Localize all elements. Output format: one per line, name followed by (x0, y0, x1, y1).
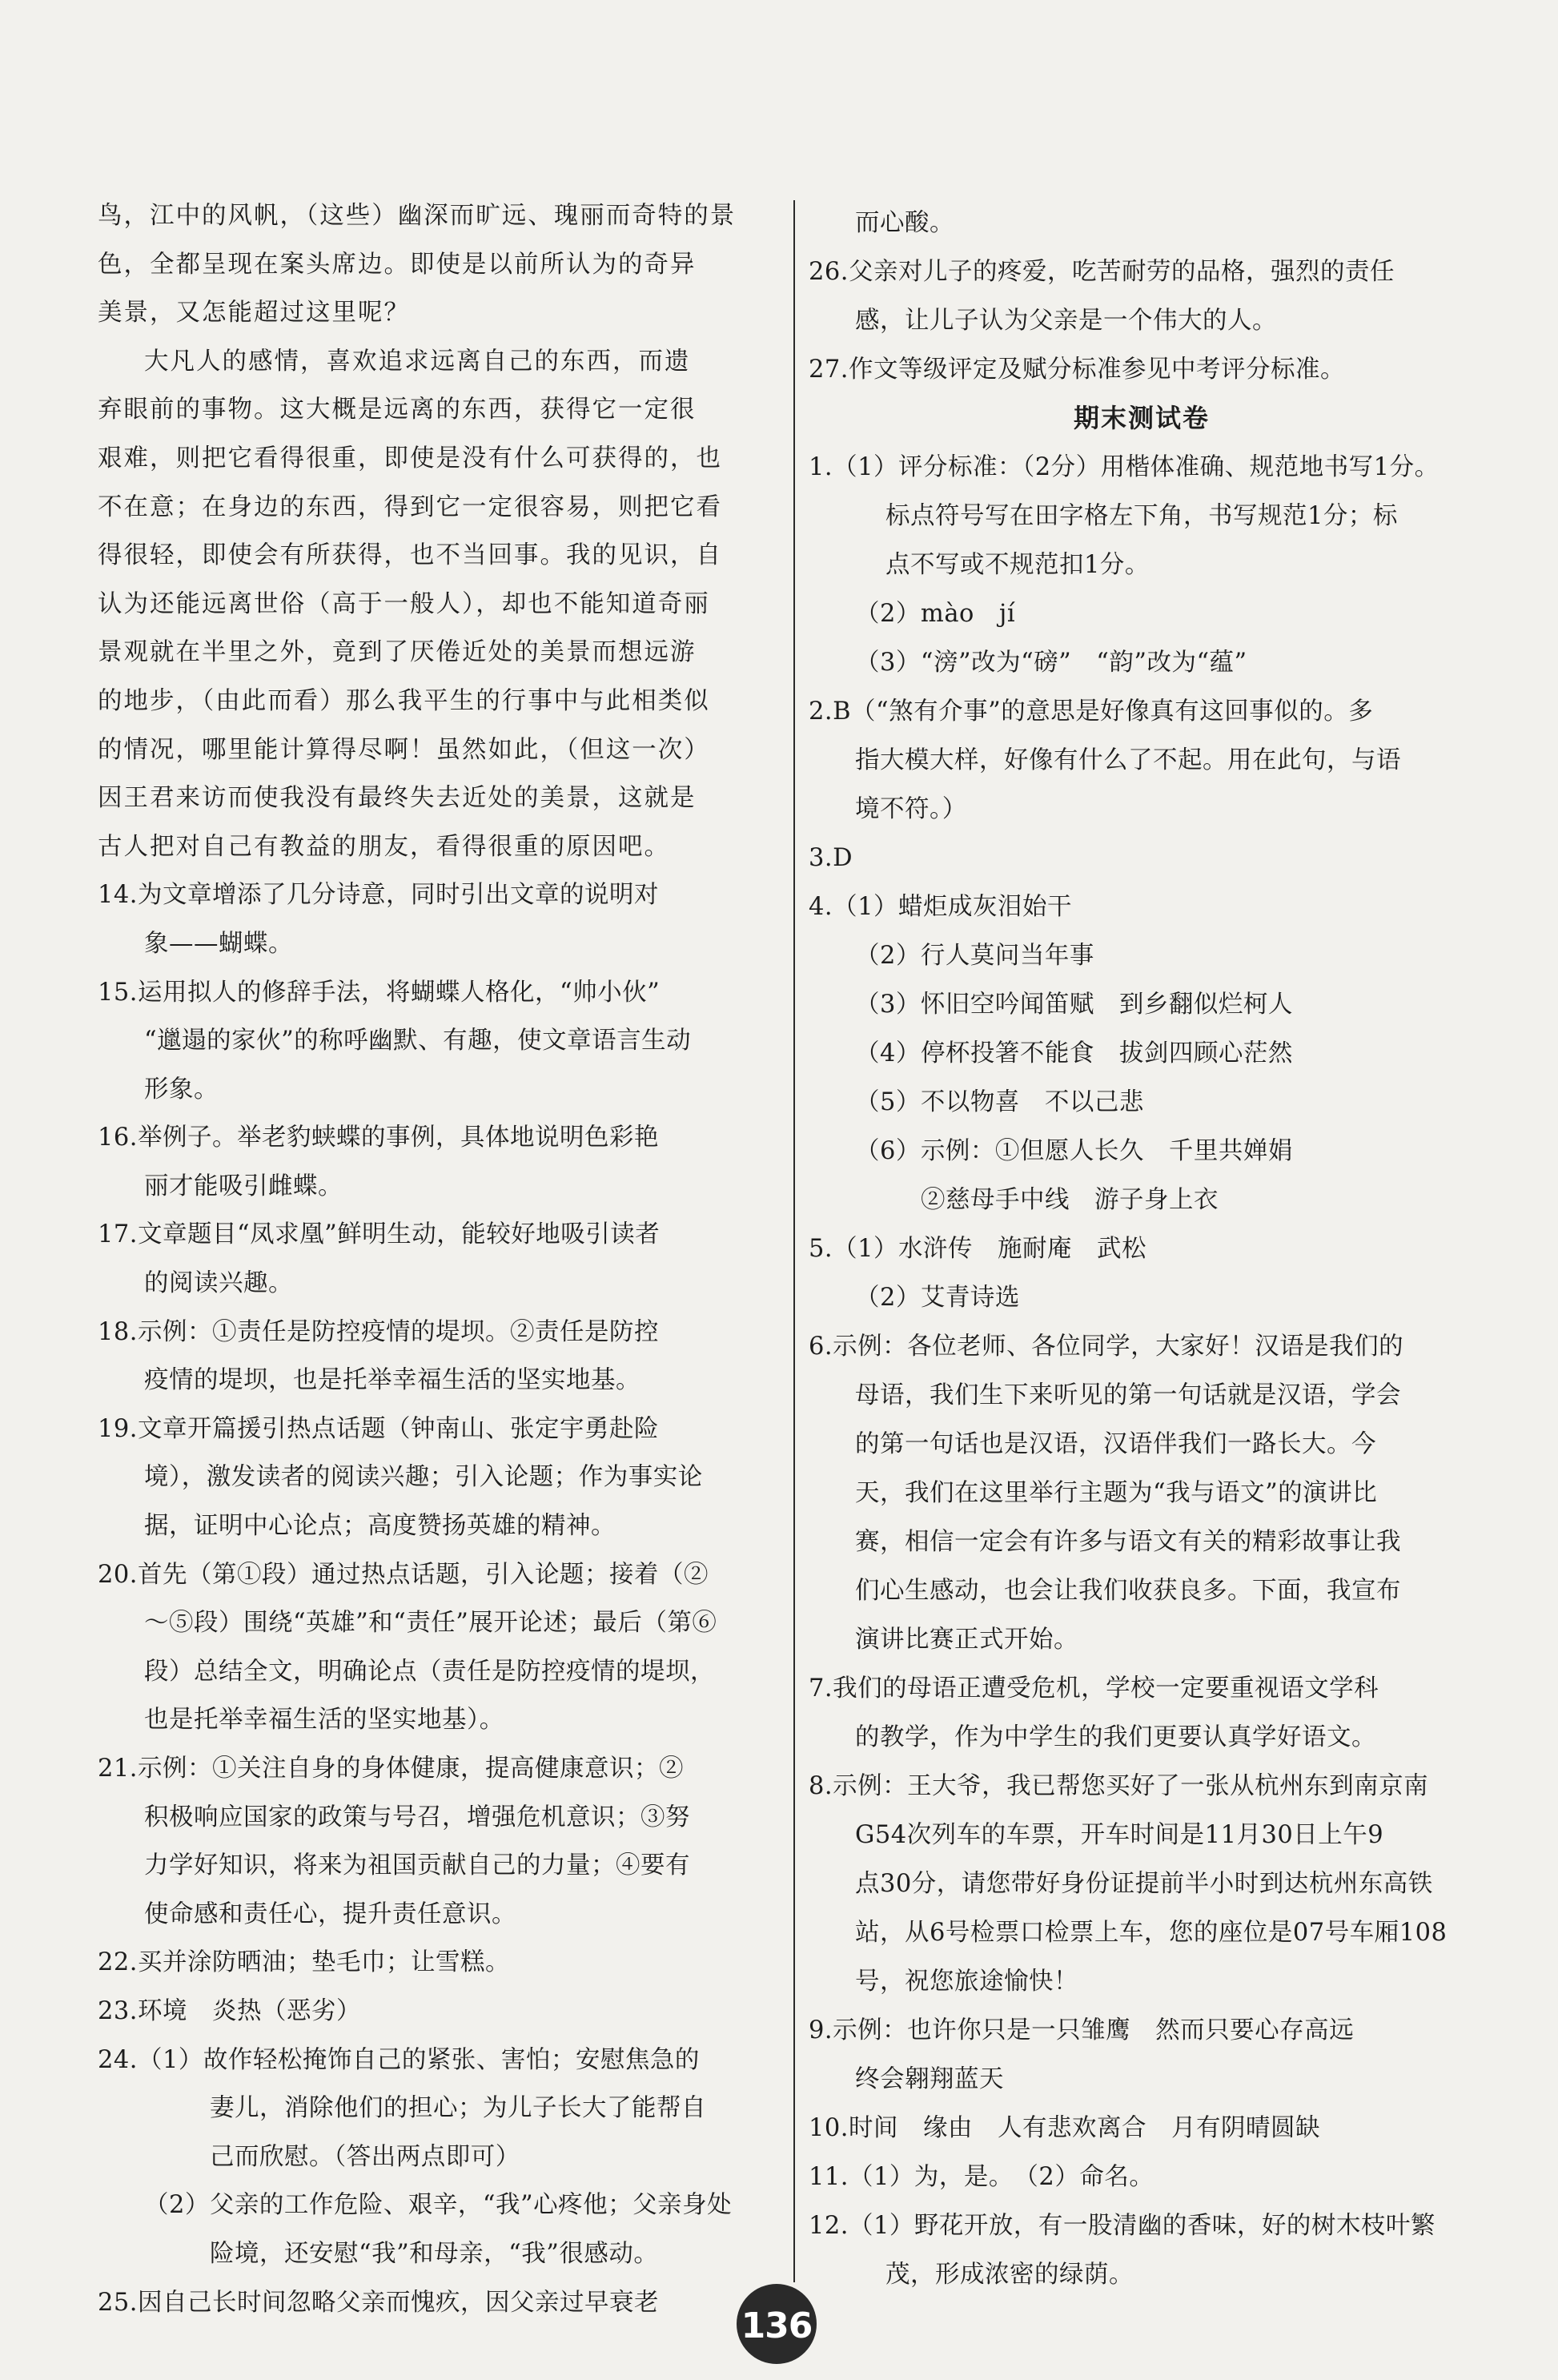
text-line: 感，让儿子认为父亲是一个伟大的人。 (855, 307, 1277, 335)
text-line: 境不符。） (855, 795, 967, 823)
text-line: 使命感和责任心，提升责任意识。 (144, 1900, 516, 1928)
text-line: 象——蝴蝶。 (144, 929, 293, 958)
text-line: 11.（1）为，是。 （2）命名。 (809, 2163, 1154, 2191)
right-column (809, 199, 1475, 2299)
text-line: 形象。 (144, 1075, 219, 1104)
text-line: 3.D (809, 844, 853, 872)
text-line: 27.作文等级评定及赋分标准参见中考评分标准。 (809, 356, 1346, 384)
text-line: 境），激发读者的阅读兴趣；引入论题；作为事实论 (144, 1463, 703, 1492)
text-line: 23.环境 炎热（恶劣） (98, 1996, 362, 2025)
text-line: 鸟，江中的风帆，（这些）幽深而旷远、瑰丽而奇特的景 (98, 202, 737, 230)
text-line: 色，全都呈现在案头席边。即使是以前所认为的奇异 (98, 250, 697, 279)
text-line: 得很轻，即使会有所获得，也不当回事。我的见识，自 (98, 541, 722, 570)
text-line: 丽才能吸引雌蝶。 (144, 1172, 343, 1200)
text-line: 9.示例：也许你只是一只雏鹰 然而只要心存高远 (809, 2016, 1355, 2044)
text-line: 1.（1）评分标准：（2分）用楷体准确、规范地书写1分。 (809, 453, 1440, 481)
text-line: ②慈母手中线 游子身上衣 (921, 1186, 1219, 1214)
text-line: （2）行人莫问当年事 (855, 942, 1094, 970)
text-line: 号，祝您旅途愉快！ (855, 1968, 1078, 1996)
text-line: 20.首先（第①段）通过热点话题，引入论题；接着（② (98, 1560, 709, 1589)
text-line: 疫情的堤坝，也是托举幸福生活的坚实地基。 (144, 1366, 640, 1395)
text-line: 弃眼前的事物。这大概是远离的东西，获得它一定很 (98, 396, 697, 424)
text-line: 19.文章开篇援引热点话题（钟南山、张定宇勇赴险 (98, 1414, 660, 1443)
text-line: 的第一句话也是汉语，汉语伴我们一路长大。今 (855, 1430, 1376, 1458)
text-line: （6）示例：①但愿人长久 千里共婵娟 (855, 1137, 1293, 1165)
text-line: 段）总结全文，明确论点（责任是防控疫情的堤坝， (144, 1657, 715, 1686)
text-line: 点不写或不规范扣1分。 (885, 551, 1150, 579)
text-line: 4.（1）蜡炬成灰泪始干 (809, 893, 1073, 921)
text-line: 也是托举幸福生活的坚实地基）。 (144, 1706, 504, 1735)
text-line: “邋遢的家伙”的称呼幽默、有趣，使文章语言生动 (144, 1027, 692, 1055)
text-line: （3）“滂”改为“磅” “韵”改为“蕴” (855, 649, 1247, 677)
text-line: 演讲比赛正式开始。 (855, 1626, 1078, 1654)
text-line: 力学好知识，将来为祖国贡献自己的力量；④要有 (144, 1851, 690, 1880)
text-line: 站，从6号检票口检票上车，您的座位是07号车厢108 (855, 1919, 1448, 1947)
text-line: 的情况，哪里能计算得尽啊！虽然如此，（但这一次） (98, 735, 710, 764)
text-line: （2）父亲的工作危险、艰辛，“我”心疼他；父亲身处 (144, 2191, 733, 2220)
text-line: 妻儿，消除他们的担心；为儿子长大了能帮自 (210, 2094, 706, 2123)
left-column (98, 192, 778, 2327)
text-line: （4）停杯投箸不能食 拔剑四顾心茫然 (855, 1039, 1293, 1067)
text-line: 标点符号写在田字格左下角，书写规范1分；标 (885, 502, 1398, 530)
text-line: 2.B（“煞有介事”的意思是好像真有这回事似的。多 (809, 698, 1374, 726)
text-line: 12.（1）野花开放，有一股清幽的香味，好的树木枝叶繁 (809, 2212, 1436, 2240)
page-number-badge (737, 2284, 817, 2364)
section-heading: 期末测试卷 (1073, 403, 1210, 433)
text-line: 积极响应国家的政策与号召，增强危机意识；③努 (144, 1803, 690, 1831)
text-line: 不在意；在身边的东西，得到它一定很容易，则把它看 (98, 492, 722, 521)
text-line: ～⑤段）围绕“英雄”和“责任”展开论述；最后（第⑥ (144, 1609, 717, 1638)
text-line: 认为还能远离世俗（高于一般人），却也不能知道奇丽 (98, 589, 710, 618)
text-line: 16.举例子。举老豹蛱蝶的事例，具体地说明色彩艳 (98, 1124, 660, 1152)
text-line: 8.示例：王大爷，我已帮您买好了一张从杭州东到南京南 (809, 1772, 1429, 1800)
text-line: 茂，形成浓密的绿荫。 (885, 2261, 1134, 2289)
text-line: 25.因自己长时间忽略父亲而愧疚，因父亲过早衰老 (98, 2288, 660, 2317)
text-line: 大凡人的感情，喜欢追求远离自己的东西，而遗 (144, 347, 691, 376)
text-line: G54次列车的车票，开车时间是11月30日上午9 (855, 1821, 1384, 1849)
page-number: 136 (741, 2305, 813, 2346)
text-line: 因王君来访而使我没有最终失去近处的美景，这就是 (98, 784, 697, 813)
text-line: （2）mào jí (855, 600, 1016, 628)
text-line: 18.示例：①责任是防控疫情的堤坝。②责任是防控 (98, 1317, 660, 1346)
text-line: 美景，又怎能超过这里呢？ (98, 299, 410, 328)
text-line: 17.文章题目“凤求凰”鲜明生动，能较好地吸引读者 (98, 1220, 661, 1249)
text-line: 古人把对自己有教益的朋友，看得很重的原因吧。 (98, 832, 670, 861)
text-line: 10.时间 缘由 人有悲欢离合 月有阴晴圆缺 (809, 2114, 1321, 2142)
text-line: 们心生感动，也会让我们收获良多。下面，我宣布 (855, 1577, 1401, 1605)
text-line: 14.为文章增添了几分诗意，同时引出文章的说明对 (98, 881, 660, 910)
text-line: 艰难，则把它看得很重，即使是没有什么可获得的，也 (98, 444, 722, 472)
text-line: 己而欣慰。（答出两点即可） (210, 2142, 520, 2171)
text-line: 母语，我们生下来听见的第一句话就是汉语，学会 (855, 1381, 1401, 1409)
text-line: 指大模大样，好像有什么了不起。用在此句，与语 (855, 746, 1401, 774)
text-line: 7.我们的母语正遭受危机，学校一定要重视语文学科 (809, 1674, 1379, 1703)
text-line: 的阅读兴趣。 (144, 1269, 293, 1298)
column-divider (793, 200, 795, 2282)
text-line: 6.示例：各位老师、各位同学，大家好！汉语是我们的 (809, 1333, 1404, 1361)
text-line: 15.运用拟人的修辞手法，将蝴蝶人格化，“帅小伙” (98, 978, 661, 1007)
text-line: 点30分，请您带好身份证提前半小时到达杭州东高铁 (855, 1870, 1433, 1898)
text-line: 景观就在半里之外，竟到了厌倦近处的美景而想远游 (98, 638, 697, 667)
text-line: 据，证明中心论点；高度赞扬英雄的精神。 (144, 1512, 616, 1541)
text-line: （3）怀旧空吟闻笛赋 到乡翻似烂柯人 (855, 991, 1293, 1019)
text-line: 5.（1）水浒传 施耐庵 武松 (809, 1235, 1147, 1263)
text-line: （5）不以物喜 不以己悲 (855, 1088, 1144, 1116)
text-line: 终会翱翔蓝天 (855, 2065, 1004, 2093)
text-line: 险境，还安慰“我”和母亲，“我”很感动。 (210, 2239, 659, 2268)
text-line: 26.父亲对儿子的疼爱，吃苦耐劳的品格，强烈的责任 (809, 258, 1395, 286)
text-line: 的地步，（由此而看）那么我平生的行事中与此相类似 (98, 686, 710, 715)
text-line: 赛，相信一定会有许多与语文有关的精彩故事让我 (855, 1528, 1401, 1556)
text-line: 天，我们在这里举行主题为“我与语文”的演讲比 (855, 1479, 1378, 1507)
text-line: 的教学，作为中学生的我们更要认真学好语文。 (855, 1723, 1376, 1751)
text-line: 24.（1）故作轻松掩饰自己的紧张、害怕；安慰焦急的 (98, 2045, 700, 2074)
text-line: 22.买并涂防晒油；垫毛巾；让雪糕。 (98, 1948, 511, 1977)
text-line: （2）艾青诗选 (855, 1284, 1020, 1312)
text-line: 而心酸。 (855, 209, 954, 237)
text-line: 21.示例：①关注自身的身体健康，提高健康意识；② (98, 1755, 685, 1783)
